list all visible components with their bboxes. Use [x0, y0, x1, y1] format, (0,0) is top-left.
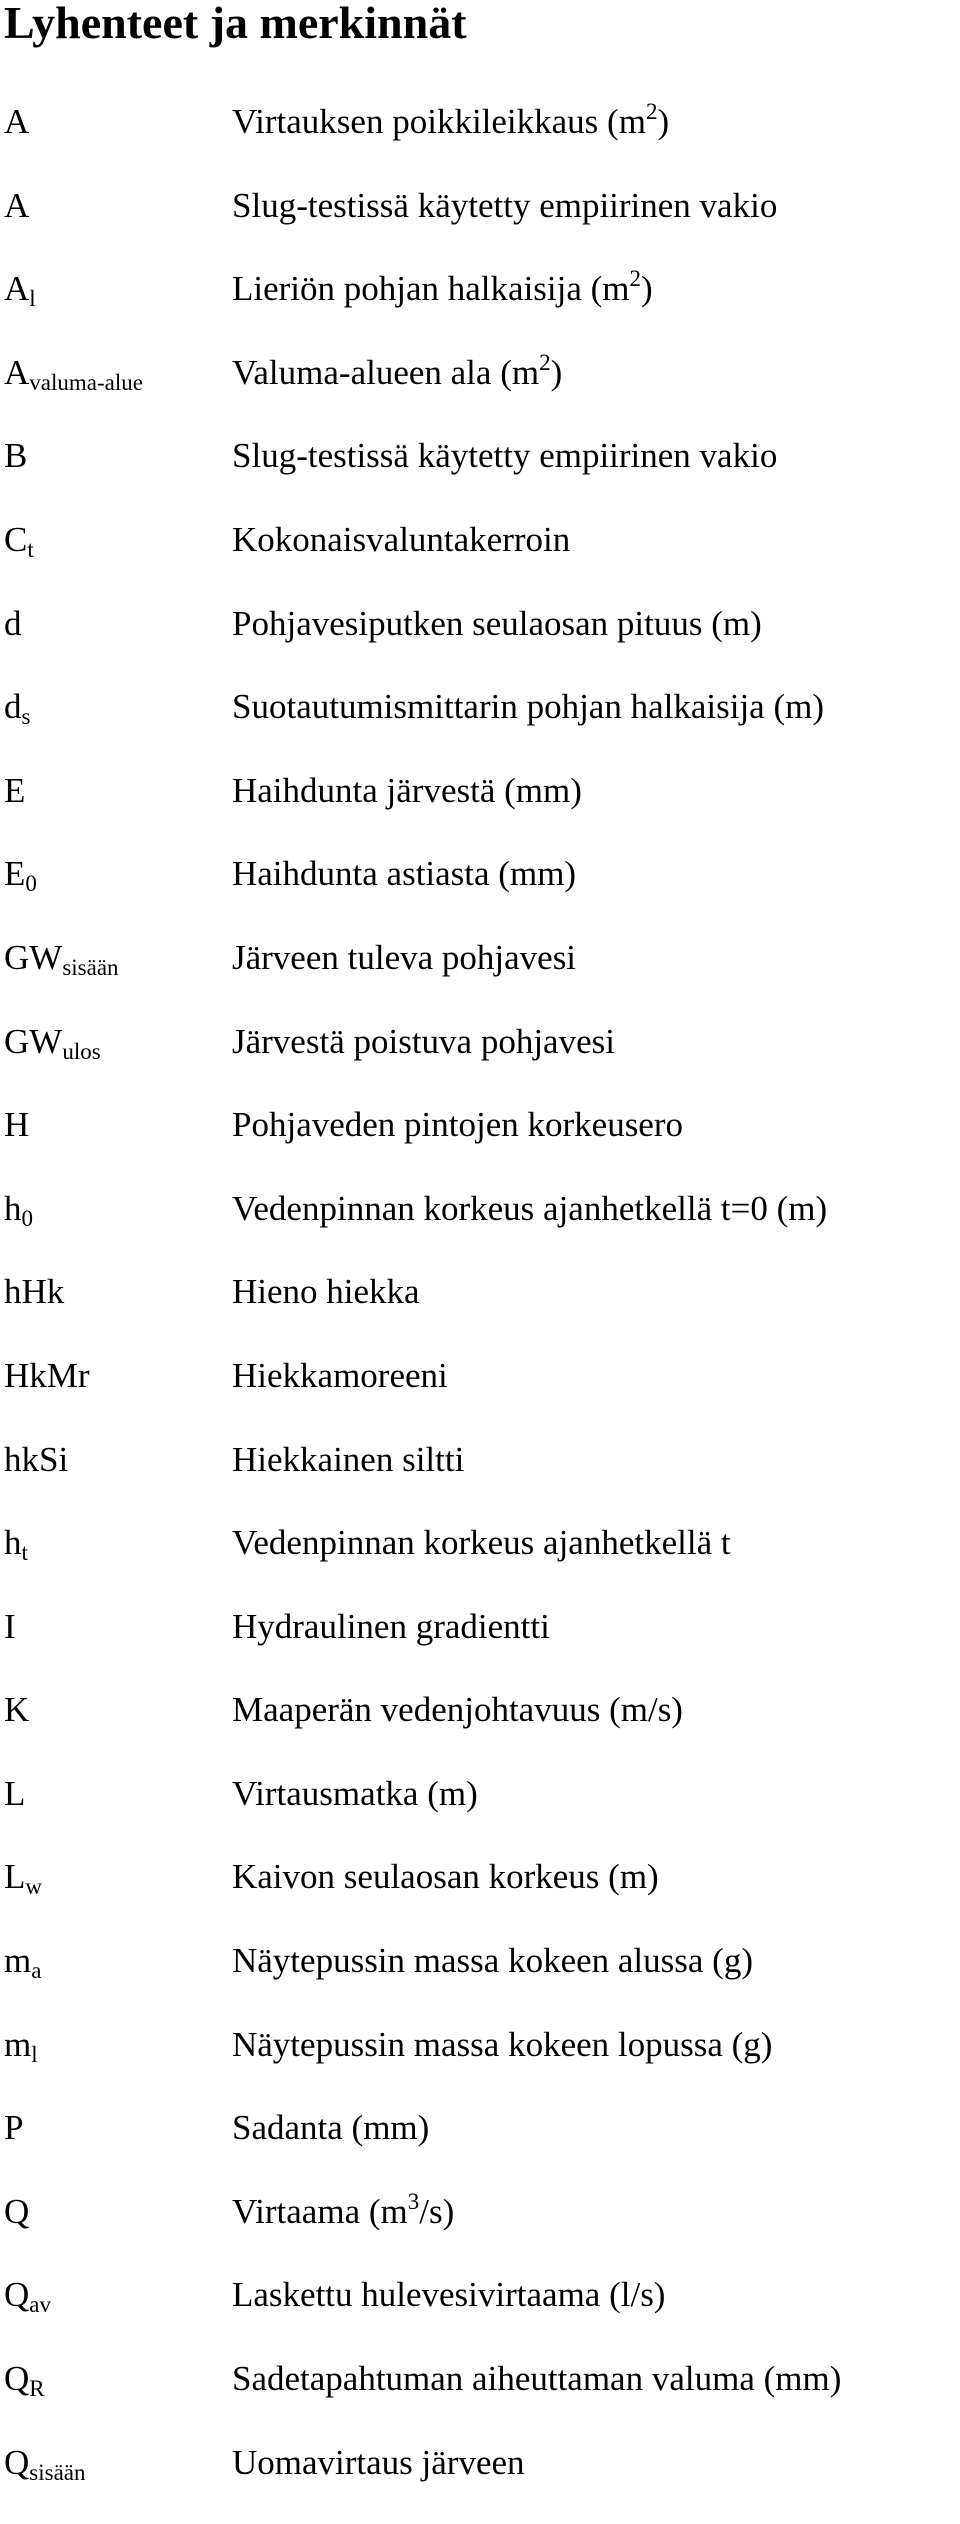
- symbol-subscript: l: [29, 286, 36, 312]
- description-superscript: 2: [539, 349, 551, 375]
- description-text: Kaivon seulaosan korkeus (m): [232, 1857, 659, 1897]
- symbol-base: L: [4, 1857, 26, 1897]
- symbol: [4, 2190, 29, 2234]
- symbol: [4, 2273, 51, 2317]
- description: [232, 351, 562, 395]
- symbol: [4, 1772, 25, 1816]
- symbol: [4, 2023, 38, 2067]
- description: [232, 2023, 772, 2067]
- abbreviation-row: [0, 1354, 960, 1438]
- abbreviation-row: [0, 1103, 960, 1187]
- symbol-base: GW: [4, 1021, 63, 1061]
- symbol-base: C: [4, 519, 28, 559]
- symbol-subscript: sisään: [29, 2459, 86, 2485]
- description-text: Pohjaveden pintojen korkeusero: [232, 1105, 684, 1145]
- description-superscript: 2: [629, 266, 642, 292]
- abbreviation-row: [0, 2441, 960, 2524]
- abbreviation-row: [0, 769, 960, 853]
- description: [232, 685, 824, 729]
- symbol-base: A: [4, 102, 30, 141]
- description: [232, 602, 762, 646]
- symbol: [4, 518, 34, 562]
- symbol-subscript: av: [29, 2292, 51, 2318]
- description: [232, 1855, 659, 1899]
- description-text-end: ): [641, 269, 653, 309]
- symbol: [4, 1187, 33, 1231]
- symbol-subscript: s: [21, 704, 31, 730]
- symbol-base: Q: [4, 2191, 30, 2231]
- description: [232, 434, 777, 478]
- description: [232, 936, 576, 980]
- abbreviation-row: [0, 1688, 960, 1772]
- description-text: Slug-testissä käytetty empiirinen vakio: [232, 185, 778, 225]
- abbreviation-row: [0, 685, 960, 769]
- symbol-subscript: R: [29, 2376, 45, 2402]
- symbol: [4, 2357, 45, 2401]
- description-text: Näytepussin massa kokeen lopussa (g): [232, 2024, 773, 2064]
- symbol-base: Q: [4, 2442, 30, 2482]
- description: [232, 1939, 753, 1983]
- symbol-subscript: t: [27, 536, 34, 562]
- description-text: Virtausmatka (m): [232, 1773, 478, 1813]
- abbreviation-row: [0, 2273, 960, 2357]
- description: [232, 2441, 525, 2485]
- description: [232, 2273, 665, 2317]
- description-text: Järvestä poistuva pohjavesi: [232, 1021, 615, 1061]
- symbol-subscript: w: [25, 1874, 43, 1900]
- description-text: Virtauksen poikkileikkaus (m: [232, 102, 646, 141]
- abbreviation-row: [0, 267, 960, 351]
- symbol: [4, 184, 29, 228]
- symbol: [4, 852, 37, 896]
- symbol: [4, 100, 29, 144]
- description-text: Virtaama (m: [232, 2191, 408, 2231]
- description: [232, 1020, 615, 1064]
- description: [232, 2106, 429, 2150]
- symbol: [4, 351, 143, 395]
- description-text: Sadetapahtuman aiheuttaman valuma (mm): [232, 2359, 842, 2399]
- abbreviation-row: [0, 2190, 960, 2274]
- abbreviation-row: [0, 2106, 960, 2190]
- description-text: Pohjavesiputken seulaosan pituus (m): [232, 603, 762, 643]
- symbol-subscript: sisään: [62, 954, 119, 980]
- description-text-end: ): [550, 352, 563, 392]
- symbol: [4, 1855, 42, 1899]
- symbol-subscript: l: [31, 2041, 38, 2067]
- symbol-subscript: ulos: [62, 1038, 101, 1064]
- symbol: [4, 1939, 41, 1983]
- symbol: [4, 685, 30, 729]
- description: [232, 769, 582, 813]
- description-superscript: 2: [645, 99, 658, 124]
- description: [232, 184, 777, 228]
- description: [232, 1103, 683, 1147]
- symbol-base: A: [4, 185, 30, 225]
- description: [232, 2190, 454, 2234]
- abbreviation-row: [0, 1438, 960, 1522]
- description: [232, 2357, 841, 2401]
- description: [232, 1521, 731, 1565]
- symbol-base: A: [4, 269, 30, 309]
- symbol-base: H: [4, 1105, 30, 1145]
- page-title: Lyhenteet ja merkinnät: [4, 0, 467, 48]
- abbreviation-row: [0, 1605, 960, 1689]
- description: [232, 1772, 478, 1816]
- description: [232, 1688, 683, 1732]
- symbol-base: P: [4, 2108, 24, 2148]
- symbol-base: d: [4, 687, 22, 727]
- description: [232, 1354, 448, 1398]
- symbol-base: m: [4, 2024, 32, 2064]
- symbol-base: E: [4, 770, 26, 810]
- abbreviation-row: [0, 1855, 960, 1939]
- description: [232, 518, 570, 562]
- symbol-base: hHk: [4, 1272, 65, 1312]
- symbol: [4, 769, 25, 813]
- abbreviation-row: [0, 2023, 960, 2107]
- symbol-base: K: [4, 1690, 30, 1730]
- abbreviation-row: [0, 1772, 960, 1856]
- symbol-base: HkMr: [4, 1355, 90, 1395]
- symbol-base: A: [4, 352, 30, 392]
- abbreviation-row: [0, 351, 960, 435]
- description-text: Hieno hiekka: [232, 1272, 420, 1312]
- abbreviation-row: [0, 2357, 960, 2441]
- description: [232, 1270, 420, 1314]
- description-text: Uomavirtaus järveen: [232, 2442, 525, 2482]
- description-text: Hiekkamoreeni: [232, 1355, 448, 1395]
- description-text: Kokonaisvaluntakerroin: [232, 519, 571, 559]
- description: [232, 1187, 827, 1231]
- symbol-subscript: 0: [21, 1205, 33, 1231]
- description-text: Vedenpinnan korkeus ajanhetkellä t=0 (m): [232, 1188, 828, 1228]
- abbreviation-row: [0, 602, 960, 686]
- symbol: [4, 1438, 68, 1482]
- abbreviation-row: [0, 1187, 960, 1271]
- symbol: [4, 602, 22, 646]
- description-text: Hiekkainen siltti: [232, 1439, 465, 1479]
- description: [232, 267, 653, 311]
- symbol-base: L: [4, 1773, 26, 1813]
- symbol-base: m: [4, 1941, 32, 1981]
- symbol: [4, 2441, 86, 2485]
- description: [232, 1605, 550, 1649]
- description-text: Laskettu hulevesivirtaama (l/s): [232, 2275, 666, 2315]
- abbreviation-row: [0, 518, 960, 602]
- description-text: Slug-testissä käytetty empiirinen vakio: [232, 436, 778, 476]
- abbreviation-row: [0, 852, 960, 936]
- symbol-base: h: [4, 1523, 22, 1563]
- description-text: Lieriön pohjan halkaisija (m: [232, 269, 630, 309]
- symbol-subscript: a: [31, 1958, 42, 1984]
- symbol: [4, 1605, 16, 1649]
- symbol: [4, 1103, 29, 1147]
- description-text: Vedenpinnan korkeus ajanhetkellä t: [232, 1523, 731, 1563]
- symbol-base: Q: [4, 2359, 30, 2399]
- symbol: [4, 267, 36, 311]
- symbol-base: d: [4, 603, 22, 643]
- symbol: [4, 1688, 29, 1732]
- description-text: Hydraulinen gradientti: [232, 1606, 550, 1646]
- symbol-base: I: [4, 1606, 16, 1646]
- description-text: Haihdunta järvestä (mm): [232, 770, 582, 810]
- symbol-base: hkSi: [4, 1439, 69, 1479]
- symbol-base: GW: [4, 937, 63, 977]
- description-text: Suotautumismittarin pohjan halkaisija (m): [232, 687, 824, 727]
- description-text: Haihdunta astiasta (mm): [232, 854, 577, 894]
- description-text: Valuma-alueen ala (m: [232, 352, 540, 392]
- symbol-base: h: [4, 1188, 22, 1228]
- symbol: [4, 2106, 23, 2150]
- symbol: [4, 1521, 28, 1565]
- description: [232, 852, 576, 896]
- abbreviation-row: [0, 100, 960, 184]
- description-text: Sadanta (mm): [232, 2108, 430, 2148]
- symbol-base: E: [4, 854, 26, 894]
- symbol: [4, 1020, 101, 1064]
- symbol-subscript: t: [21, 1540, 28, 1566]
- symbol-base: B: [4, 436, 28, 476]
- abbreviation-list: [0, 100, 960, 2524]
- description: [232, 100, 669, 144]
- abbreviation-row: [0, 936, 960, 1020]
- abbreviation-row: [0, 1939, 960, 2023]
- symbol: [4, 1270, 64, 1314]
- description-superscript: 3: [407, 2188, 420, 2214]
- symbol-subscript: 0: [25, 871, 37, 897]
- description-text: Maaperän vedenjohtavuus (m/s): [232, 1690, 683, 1730]
- description-text-end: ): [657, 102, 670, 141]
- symbol-base: Q: [4, 2275, 30, 2315]
- description-text-end: /s): [419, 2191, 455, 2231]
- abbreviation-row: [0, 1521, 960, 1605]
- abbreviation-row: [0, 184, 960, 268]
- symbol: [4, 936, 119, 980]
- symbol: [4, 1354, 90, 1398]
- abbreviation-row: [0, 434, 960, 518]
- description-text: Näytepussin massa kokeen alussa (g): [232, 1941, 753, 1981]
- abbreviation-row: [0, 1270, 960, 1354]
- abbreviation-row: [0, 1020, 960, 1104]
- symbol: [4, 434, 27, 478]
- description-text: Järveen tuleva pohjavesi: [232, 937, 577, 977]
- symbol-subscript: valuma-alue: [29, 369, 143, 395]
- description: [232, 1438, 464, 1482]
